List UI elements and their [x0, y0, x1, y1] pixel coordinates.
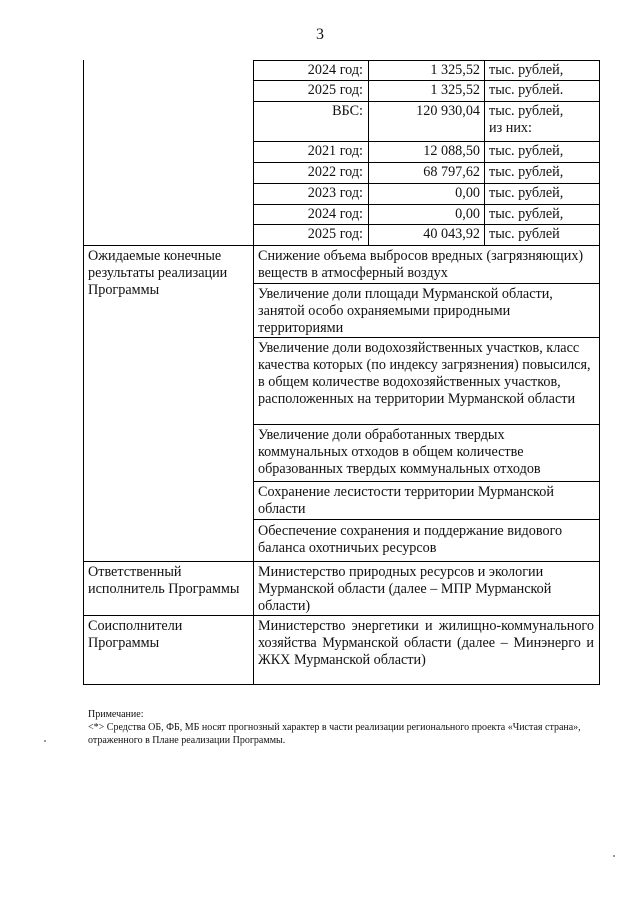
funding-unit-extra: из них:	[489, 120, 532, 136]
expected-results-label: Ожидаемые конечные результаты реализации Программы	[88, 248, 228, 298]
funding-year: 2024 год:	[307, 62, 363, 78]
funding-amount: 40 043,92	[423, 226, 480, 242]
co-executors-label: Соисполнители Программы	[88, 618, 183, 651]
funding-year: 2023 год:	[307, 185, 363, 201]
scan-speck	[613, 855, 615, 857]
funding-amount: 1 325,52	[430, 62, 480, 78]
funding-amount: 120 930,04	[416, 103, 480, 119]
co-executors-value: Министерство энергетики и жилищно-коммунального хозяйства Мурманской области (далее – Минэнерго и ЖКХ Мурманской области)	[258, 618, 594, 668]
funding-amount: 1 325,52	[430, 82, 480, 98]
funding-amount: 0,00	[455, 185, 480, 201]
note-title: Примечание:	[88, 709, 144, 720]
page-number: 3	[316, 26, 324, 43]
funding-unit: тыс. рублей,	[489, 143, 564, 159]
expected-result-item: Увеличение доли площади Мурманской области, занятой особо охраняемыми природными территориями	[258, 286, 553, 336]
funding-unit: тыс. рублей	[489, 226, 560, 242]
funding-year: 2025 год:	[307, 82, 363, 98]
note-text: <*> Средства ОБ, ФБ, МБ носят прогнозный характер в части реализации регионального проекта «Чистая страна», отраженного в Плане реализации Программы.	[88, 722, 581, 746]
expected-result-item: Увеличение доли водохозяйственных участков, класс качества которых (по индексу загрязнения) повысился, в общем количестве водохозяйственных участков, расположенных на территории Мурманской области	[258, 340, 591, 407]
scan-speck	[44, 740, 46, 742]
funding-unit: тыс. рублей,	[489, 103, 564, 119]
funding-unit: тыс. рублей,	[489, 62, 564, 78]
expected-result-item: Обеспечение сохранения и поддержание видового баланса охотничьих ресурсов	[258, 523, 563, 556]
responsible-label: Ответственный исполнитель Программы	[88, 564, 240, 597]
expected-result-item: Сохранение лесистости территории Мурманской области	[258, 484, 554, 517]
funding-unit: тыс. рублей,	[489, 164, 564, 180]
funding-year: ВБС:	[332, 103, 363, 119]
expected-result-item: Увеличение доли обработанных твердых коммунальных отходов в общем количестве образованных твердых коммунальных отходов	[258, 427, 541, 477]
funding-year: 2022 год:	[307, 164, 363, 180]
funding-unit: тыс. рублей,	[489, 185, 564, 201]
funding-amount: 0,00	[455, 206, 480, 222]
funding-unit: тыс. рублей,	[489, 206, 564, 222]
funding-amount: 12 088,50	[423, 143, 480, 159]
funding-year: 2024 год:	[307, 206, 363, 222]
funding-amount: 68 797,62	[423, 164, 480, 180]
expected-result-item: Снижение объема выбросов вредных (загрязняющих) веществ в атмосферный воздух	[258, 248, 584, 281]
funding-year: 2025 год:	[307, 226, 363, 242]
funding-unit: тыс. рублей.	[489, 82, 564, 98]
responsible-value: Министерство природных ресурсов и экологии Мурманской области (далее – МПР Мурманской области)	[258, 564, 552, 614]
funding-year: 2021 год:	[307, 143, 363, 159]
